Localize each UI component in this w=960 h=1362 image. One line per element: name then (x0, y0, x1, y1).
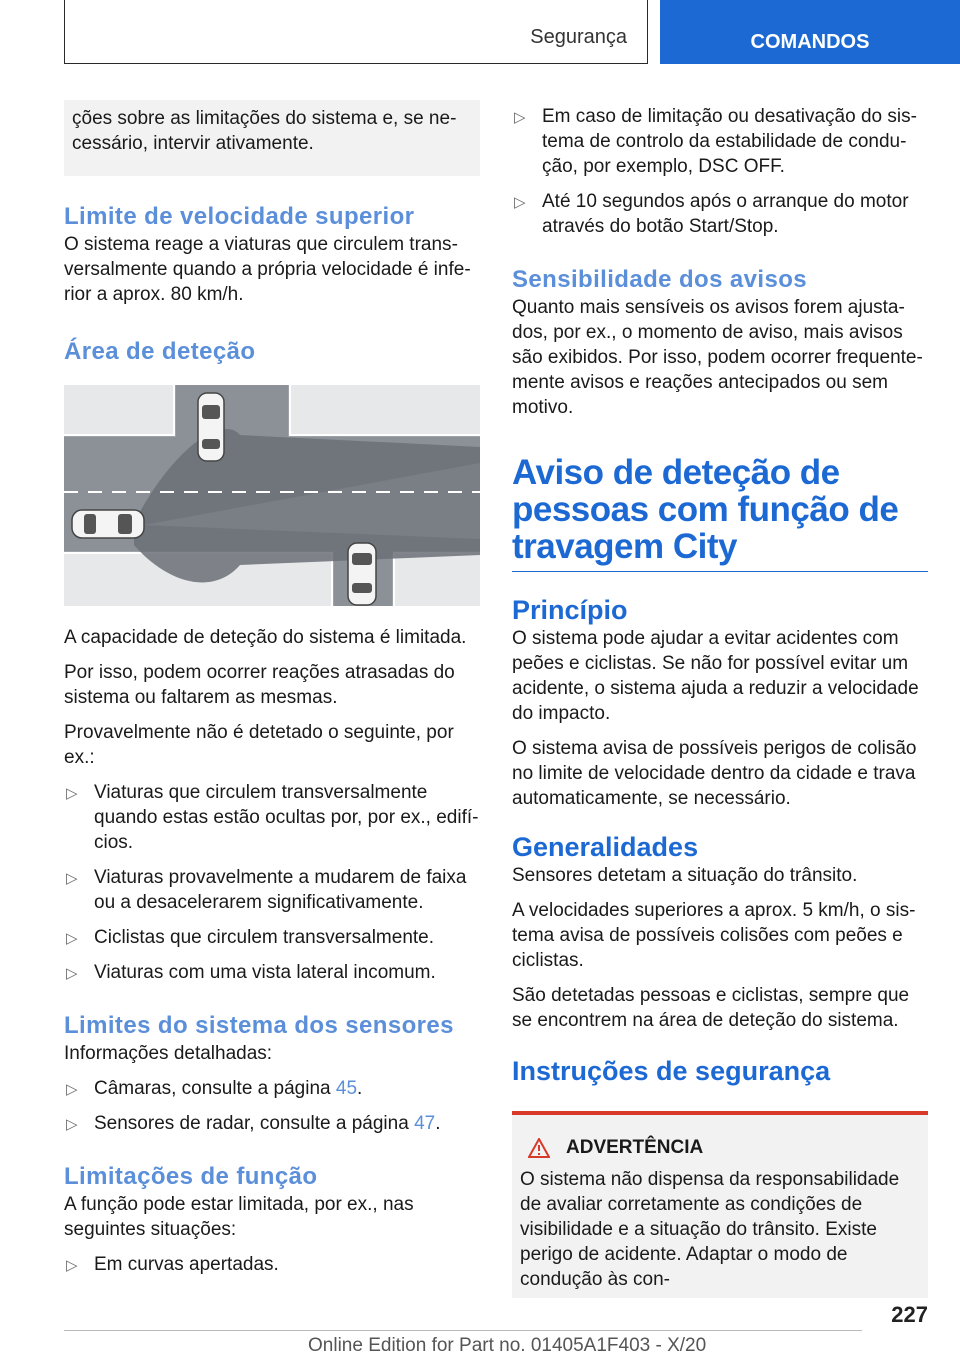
note-box (64, 100, 480, 176)
footer-edition: Online Edition for Part no. 01405A1F403 - X/20 (308, 1335, 707, 1356)
paragraph-capacity: A capacidade de deteção do sistema é limitada. (64, 627, 467, 648)
triangle-bullet-icon: ▷ (66, 785, 78, 802)
list-item: ▷ Em curvas apertadas. (64, 1252, 480, 1277)
heading-safety: Instruções de segurança (512, 1056, 831, 1086)
detection-area-diagram (64, 385, 480, 606)
heading-function-limits: Limitações de função (64, 1163, 318, 1190)
list-item: ▷ Viaturas que circulem transversalmente quando estas estão ocultas por, por ex., edifícios. (66, 782, 479, 853)
triangle-bullet-icon: ▷ (66, 1081, 78, 1098)
footer-rule (64, 1330, 862, 1331)
heading-speed-limit: Limite de velocidade superior (64, 203, 415, 230)
paragraph-reactions: Por isso, podem ocorrer reações atrasadas do sistema ou faltarem as mesmas. (64, 662, 455, 708)
paragraph-probably: Provavelmente não é detetado o seguinte, por ex.: (64, 722, 454, 768)
header-section-title: Segurança (530, 26, 627, 48)
paragraph-principle-2: O sistema avisa de possíveis perigos de colisão no limite de velocidade dentro da cidade e trava automaticamente, se necessário. (512, 738, 917, 809)
triangle-bullet-icon: ▷ (66, 1257, 78, 1274)
header-frame (64, 0, 648, 64)
heading-warning-sensitivity: Sensibilidade dos avisos (512, 266, 808, 293)
list-function-limits (64, 1252, 480, 1277)
warning-box (512, 1111, 928, 1298)
list-not-detected (64, 780, 480, 985)
paragraph-speed-limit: O sistema reage a viaturas que circulem transversalmente quando a própria velocidade é inferior a aprox. 80 km/h. (64, 234, 471, 305)
triangle-bullet-icon: ▷ (66, 1116, 78, 1133)
list-item: ▷ Em caso de limitação ou desativação do sistema de controlo da estabilidade de condução, por exemplo, DSC OFF. (514, 106, 917, 177)
left-column (64, 100, 480, 1277)
paragraph-principle-1: O sistema pode ajudar a evitar acidentes com peões e ciclistas. Se não for possível evitar um acidente, o sistema ajuda a reduzir a velocidade do impacto. (512, 628, 919, 724)
list-item: ▷ Ciclistas que circulem transversalmente. (64, 925, 480, 950)
page-number: 227 (891, 1302, 928, 1327)
triangle-bullet-icon: ▷ (66, 965, 78, 982)
right-column (512, 100, 928, 1298)
page-link-radar[interactable]: 47 (414, 1113, 436, 1134)
heading-sensor-limits: Limites do sistema dos sensores (64, 1012, 454, 1039)
list-sensor-refs (64, 1076, 480, 1136)
triangle-bullet-icon: ▷ (66, 930, 78, 947)
list-continued (512, 104, 928, 239)
warning-text: O sistema não dispensa da responsabilidade de avaliar corretamente as condições de visibilidade e a situação do trânsito. Existe perigo de acidente. Adaptar o modo de condução às con- (520, 1169, 900, 1290)
list-item: ▷ Câmaras, consulte a página 45. (64, 1076, 480, 1101)
warning-triangle-icon (528, 1138, 550, 1158)
note-text: ções sobre as limitações do sistema e, se necessário, intervir ativamente. (72, 108, 457, 154)
triangle-bullet-icon: ▷ (66, 870, 78, 887)
paragraph-general-3: São detetadas pessoas e ciclistas, sempre que se encontrem na área de deteção do sistema. (512, 985, 910, 1031)
paragraph-sensitivity: Quanto mais sensíveis os avisos forem ajustados, por ex., o momento de aviso, mais avisos são exibidos. Por isso, podem ocorrer frequentemente avisos e reações antecipados ou sem motivo. (512, 297, 923, 418)
heading-principle: Princípio (512, 595, 628, 625)
triangle-bullet-icon: ▷ (514, 109, 526, 126)
list-item: ▷ Até 10 segundos após o arranque do motor através do botão Start/Stop. (514, 191, 909, 237)
header-chapter-tab[interactable]: COMANDOS (660, 0, 960, 64)
title-rule (512, 571, 928, 572)
heading-general: Generalidades (512, 832, 699, 862)
page-link-cameras[interactable]: 45 (335, 1078, 358, 1099)
chapter-title: Aviso de deteção de pessoas com função de travagem City (512, 453, 899, 566)
triangle-bullet-icon: ▷ (514, 194, 526, 211)
paragraph-function: A função pode estar limitada, por ex., nas seguintes situações: (64, 1194, 414, 1240)
list-item: ▷ Viaturas com uma vista lateral incomum. (64, 960, 480, 985)
paragraph-details: Informações detalhadas: (64, 1043, 273, 1064)
paragraph-general-2: A velocidades superiores a aprox. 5 km/h, o sistema avisa de possíveis colisões com peões e ciclistas. (512, 900, 916, 971)
paragraph-general-1: Sensores detetam a situação do trânsito. (512, 865, 858, 886)
list-item: ▷ Viaturas provavelmente a mudarem de faixa ou a desacelerarem significativamente. (66, 867, 467, 913)
list-item: ▷ Sensores de radar, consulte a página 47. (64, 1111, 480, 1136)
warning-title: ADVERTÊNCIA (520, 1137, 920, 1159)
heading-detection-area: Área de deteção (64, 338, 256, 365)
